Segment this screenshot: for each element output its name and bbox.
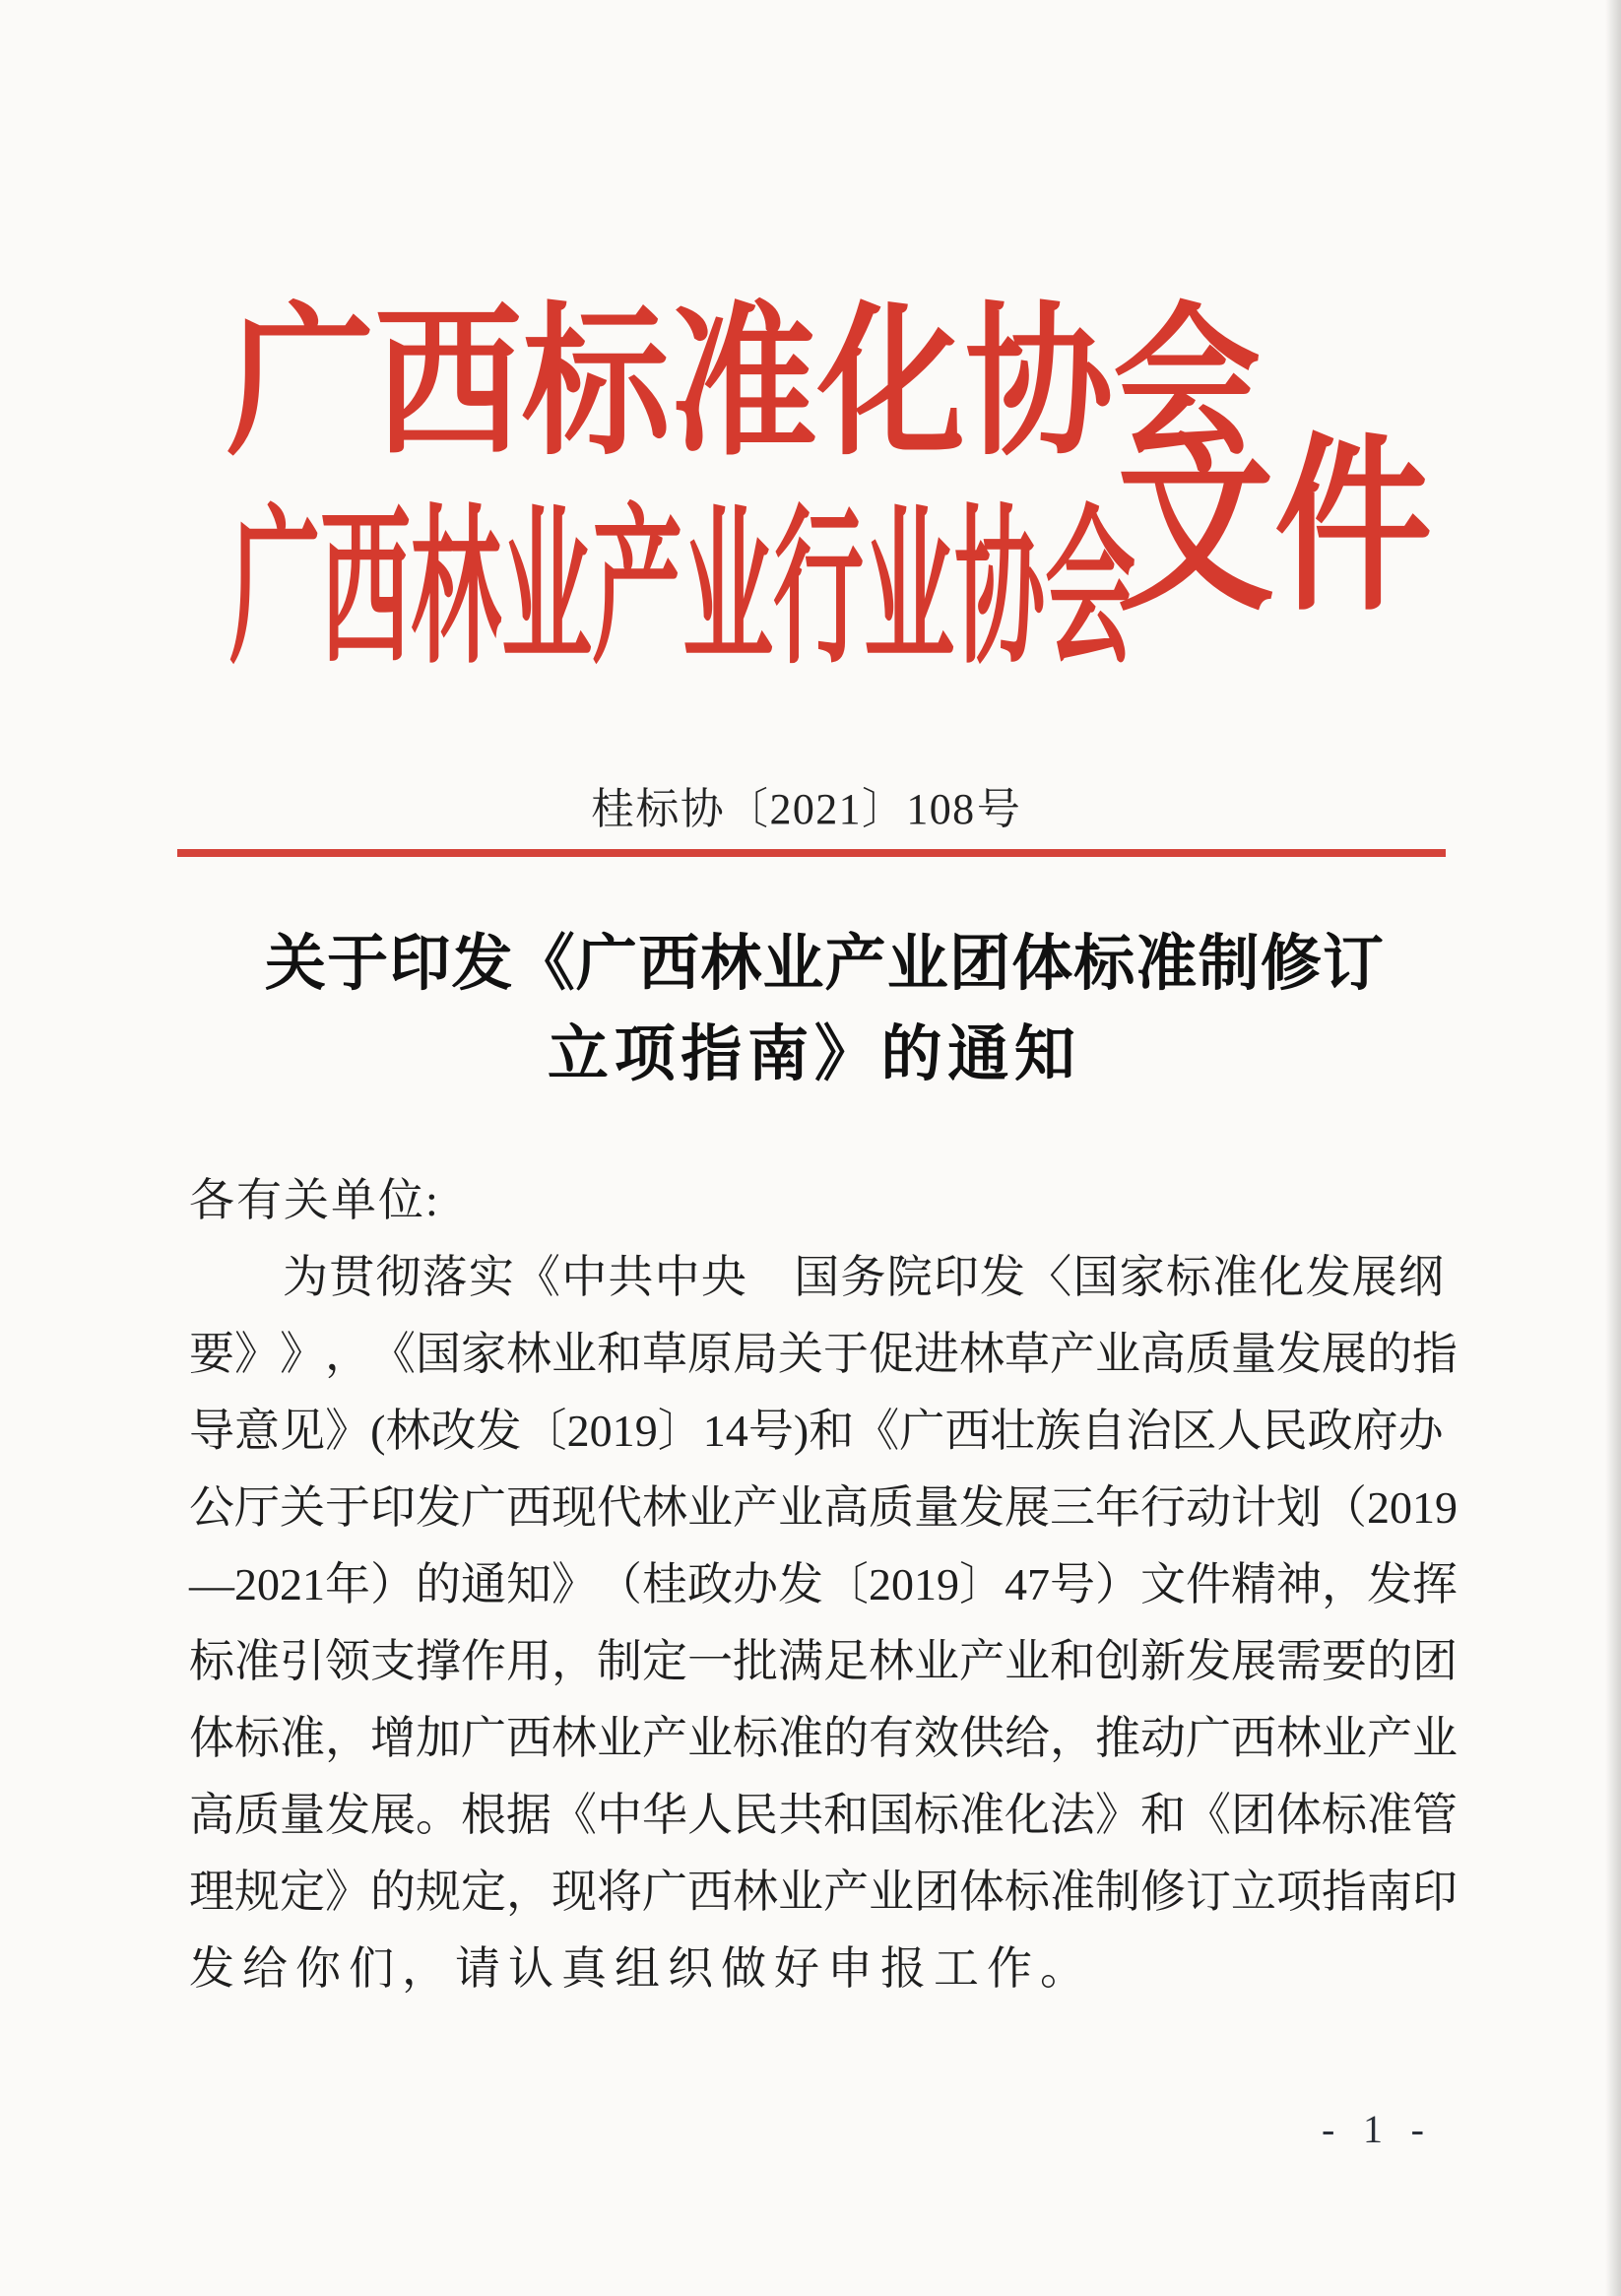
- letterhead-org-line1: 广 西 标 准 化 协 会: [227, 294, 1262, 476]
- letterhead-doc-type-label: 文 件: [1117, 423, 1433, 633]
- body-text-line: — 2 0 2 1 年 ） 的 通 知 》 （ 桂 政 办 发 〔 2 0 1 9 〕 4 7 号 ） 文 件 精 神 ， 发 挥: [189, 1559, 1458, 1609]
- page-number: - 1 -: [1322, 2107, 1424, 2151]
- document-title-line2: 立 项 指 南 》 的 通 知: [548, 1021, 1075, 1088]
- body-text-line: 标 准 引 领 支 撑 作 用 ， 制 定 一 批 满 足 林 业 产 业 和 创 新 发 展 需 要 的 团: [189, 1636, 1458, 1686]
- body-text-line: 理 规 定 》 的 规 定 ， 现 将 广 西 林 业 产 业 团 体 标 准 制 修 订 立 项 指 南 印: [189, 1867, 1458, 1917]
- red-separator-rule: [177, 849, 1446, 857]
- document-body: [189, 1162, 1458, 2007]
- body-text-line: 要 》 》 ， 《 国 家 林 业 和 草 原 局 关 于 促 进 林 草 产 业 高 质 量 发 展 的 指: [189, 1329, 1458, 1379]
- scan-edge-shadow: [1605, 0, 1621, 2296]
- body-text-line: 为 贯 彻 落 实 《 中 共 中 央 国 务 院 印 发 〈 国 家 标 准 化 发 展 纲: [283, 1252, 1444, 1302]
- body-text-line: 导 意 见 》 ( 林 改 发 〔 2 0 1 9 〕 1 4 号 ) 和 《 广 西 壮 族 自 治 区 人 民 政 府 办: [189, 1406, 1444, 1456]
- document-number: 桂 标 协 〔 2 0 2 1 〕 1 0 8 号: [591, 785, 1020, 833]
- body-text-line: 体 标 准 ， 增 加 广 西 林 业 产 业 标 准 的 有 效 供 给 ， 推 动 广 西 林 业 产 业: [189, 1713, 1458, 1763]
- body-text-line: 发给你们，请认真组织做好申报工作。: [189, 1943, 1093, 1994]
- document-title-line1: 关 于 印 发 《 广 西 林 业 产 业 团 体 标 准 制 修 订: [265, 931, 1384, 998]
- salutation: 各有关单位:: [189, 1175, 440, 1225]
- body-text-line: 高 质 量 发 展 。 根 据 《 中 华 人 民 共 和 国 标 准 化 法 》 和 《 团 体 标 准 管: [189, 1790, 1458, 1840]
- body-text-line: 公 厅 关 于 印 发 广 西 现 代 林 业 产 业 高 质 量 发 展 三 年 行 动 计 划 （ 2 0 1 9: [189, 1482, 1458, 1533]
- letterhead-org-line2: 广 西 林 业 产 业 行 业 协 会: [229, 494, 1136, 685]
